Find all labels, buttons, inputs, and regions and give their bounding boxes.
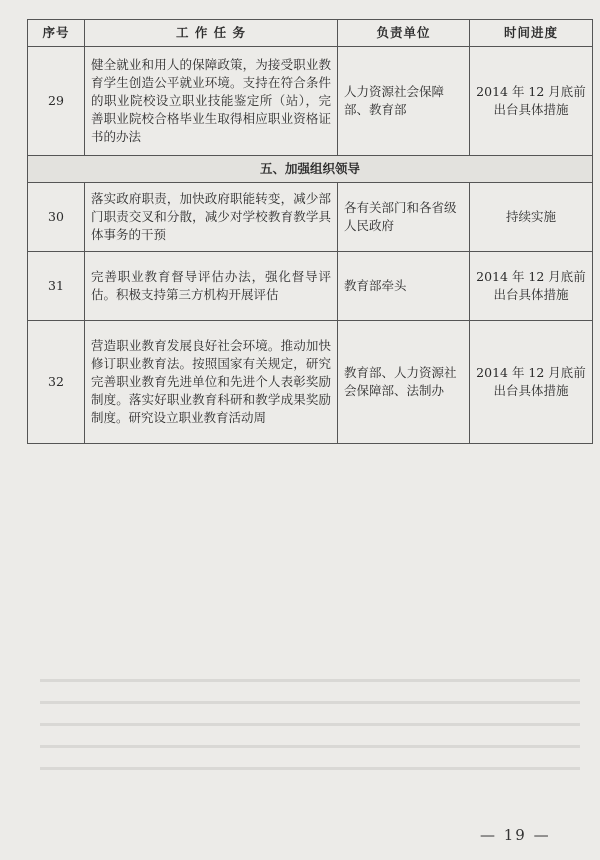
table-row <box>28 47 593 156</box>
section-row <box>28 156 593 183</box>
row-no: 29 <box>28 47 85 156</box>
page-number: — 19 — <box>480 826 551 844</box>
table-row <box>28 321 593 444</box>
table-row <box>28 183 593 252</box>
table-row <box>28 252 593 321</box>
row-no: 32 <box>28 321 85 444</box>
header-no: 序号 <box>28 20 85 47</box>
row-task: 完善职业教育督导评估办法，强化督导评估。积极支持第三方机构开展评估 <box>85 252 338 321</box>
row-unit: 教育部、人力资源社会保障部、法制办 <box>338 321 470 444</box>
row-no: 30 <box>28 183 85 252</box>
row-time: 2014 年 12 月底前出台具体措施 <box>470 252 593 321</box>
task-table <box>27 19 593 444</box>
bleed-through-texture <box>40 660 580 820</box>
table-header-row <box>28 20 593 47</box>
row-time: 2014 年 12 月底前出台具体措施 <box>470 47 593 156</box>
header-unit: 负责单位 <box>338 20 470 47</box>
header-time: 时间进度 <box>470 20 593 47</box>
section-title: 五、加强组织领导 <box>28 156 593 183</box>
row-task: 健全就业和用人的保障政策，为接受职业教育学生创造公平就业环境。支持在符合条件的职业院校设立职业技能鉴定所（站），完善职业院校合格毕业生取得相应职业资格证书的办法 <box>85 47 338 156</box>
row-task: 营造职业教育发展良好社会环境。推动加快修订职业教育法。按照国家有关规定，研究完善职业教育先进单位和先进个人表彰奖励制度。落实好职业教育科研和教学成果奖励制度。研究设立职业教育活动周 <box>85 321 338 444</box>
row-unit: 人力资源社会保障部、教育部 <box>338 47 470 156</box>
row-unit: 各有关部门和各省级人民政府 <box>338 183 470 252</box>
row-task: 落实政府职责，加快政府职能转变，减少部门职责交叉和分散，减少对学校教育教学具体事务的干预 <box>85 183 338 252</box>
row-time: 2014 年 12 月底前出台具体措施 <box>470 321 593 444</box>
header-task: 工 作 任 务 <box>85 20 338 47</box>
row-no: 31 <box>28 252 85 321</box>
row-unit: 教育部牵头 <box>338 252 470 321</box>
row-time: 持续实施 <box>470 183 593 252</box>
